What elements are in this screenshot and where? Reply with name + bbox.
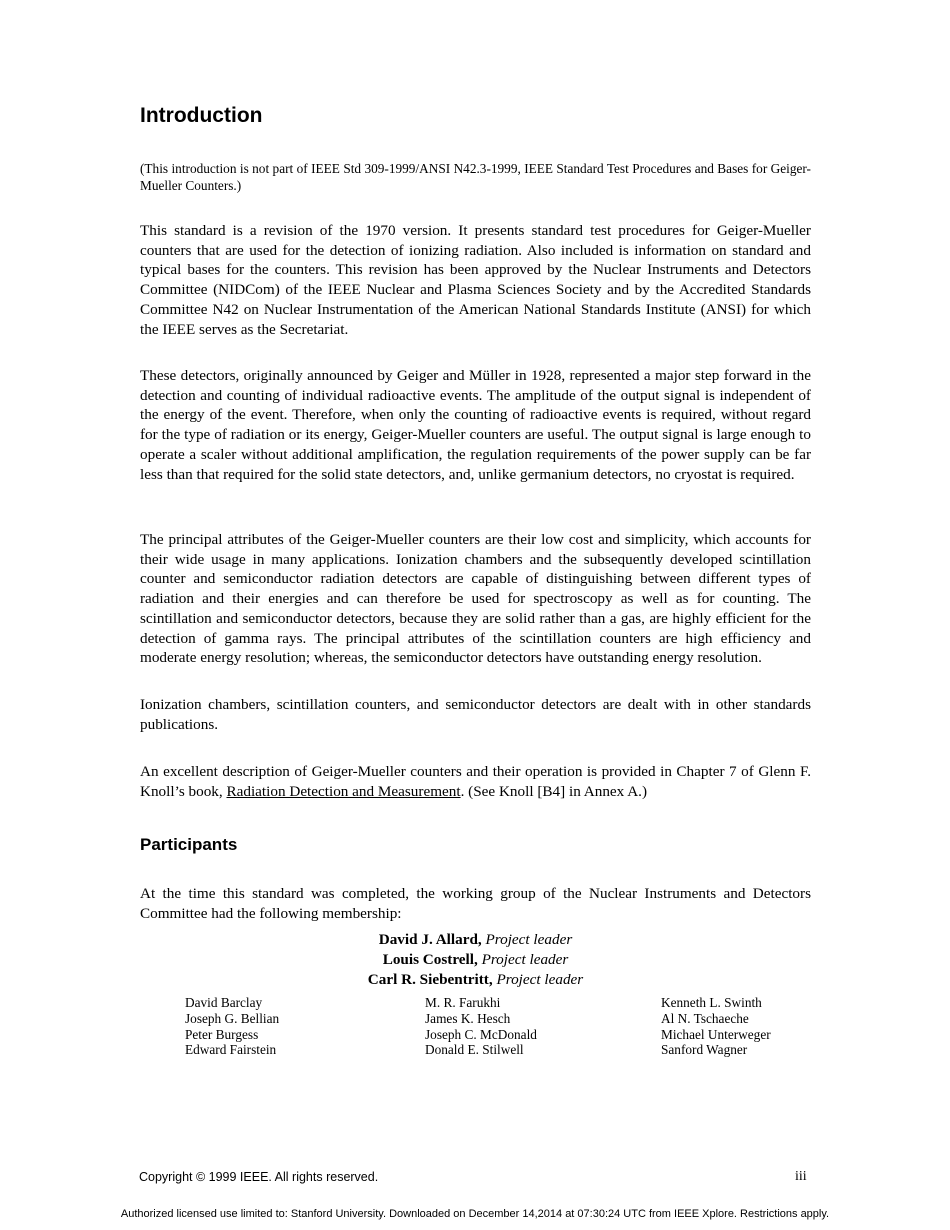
member-name: Michael Unterweger [661, 1026, 771, 1042]
page-number: iii [795, 1169, 807, 1184]
member-name: Joseph C. McDonald [425, 1026, 537, 1042]
participants-intro: At the time this standard was completed, the working group of the Nuclear Instruments and Detectors Committee had the following membership: [140, 885, 811, 922]
leader-line [140, 950, 811, 970]
copyright-notice: Copyright © 1999 IEEE. All rights reserved. [139, 1170, 379, 1184]
leader-name: Louis Costrell, [382, 951, 478, 968]
member-name: M. R. Farukhi [425, 995, 501, 1010]
participants-heading: Participants [140, 835, 238, 854]
leader-line [140, 930, 811, 950]
leader-line [140, 970, 811, 990]
member-name: Sanford Wagner [661, 1042, 748, 1058]
member-name: James K. Hesch [425, 1010, 511, 1026]
leader-role: Project leader [481, 951, 569, 968]
paragraph-4: Ionization chambers, scintillation counters, and semiconductor detectors are dealt with in other standards publications. [140, 696, 811, 733]
leader-name: Carl R. Siebentritt, [367, 971, 493, 988]
member-name: Joseph G. Bellian [185, 1010, 280, 1026]
paragraph-2: These detectors, originally announced by Geiger and Müller in 1928, represented a major step forward in the detection and counting of individual radioactive events. The amplitude of the output signal is independent of the energy of the event. Therefore, when only the counting of radioactive events is required, without regard for the type of radiation or its energy, Geiger-Mueller counters are useful. The output signal is large enough to operate a scaler without additional amplification, the regulation requirements of the power supply can be far less than that required for the solid state detectors, and, unlike germanium detectors, no cryostat is required. [140, 367, 811, 483]
leader-name: David J. Allard, [378, 931, 482, 948]
member-column-3 [661, 995, 771, 1058]
member-column-1 [185, 995, 279, 1058]
member-name: Edward Fairstein [185, 1042, 277, 1058]
paragraph-3: The principal attributes of the Geiger-Mueller counters are their low cost and simplicity, which accounts for their wide usage in many applications. Ionization chambers and the subsequently developed scintillation counter and semiconductor radiation detectors are capable of distinguishing between different types of radiation and their energies and can therefore be used for spectroscopy as well as for counting. The scintillation and semiconductor detectors, because they are solid rather than a gas, are highly efficient for the detection of gamma rays. The principal attributes of the scintillation counters are high efficiency and moderate energy resolution; whereas, the semiconductor detectors have outstanding energy resolution. [140, 531, 811, 667]
member-column-2 [425, 995, 537, 1058]
leader-role: Project leader [496, 971, 584, 988]
page-title: Introduction [140, 104, 263, 127]
reference-text-before: An excellent description of Geiger-Mueller counters and their operation is provided in Chapter 7 of Glenn F. Knoll’s book, [140, 763, 811, 800]
member-name: Al N. Tschaeche [661, 1010, 749, 1026]
reference-text-after: . (See Knoll [B4] in Annex A.) [460, 782, 648, 800]
reference-paragraph [140, 762, 811, 801]
introduction-note: (This introduction is not part of IEEE Std 309-1999/ANSI N42.3-1999, IEEE Standard Test Procedures and Bases for Geiger-Mueller Counters.) [140, 161, 811, 193]
book-title-link[interactable]: Radiation Detection and Measurement [226, 782, 461, 800]
member-name: Donald E. Stilwell [425, 1042, 524, 1058]
license-notice: Authorized licensed use limited to: Stanford University. Downloaded on December 14,2014 at 07:30:24 UTC from IEEE Xplore. Restrictions apply. [120, 1208, 830, 1220]
project-leaders [140, 930, 811, 990]
leader-role: Project leader [485, 931, 573, 948]
member-name: Peter Burgess [185, 1026, 259, 1042]
paragraph-1: This standard is a revision of the 1970 version. It presents standard test procedures for Geiger-Mueller counters that are used for the detection of ionizing radiation. Also included is information on standard and typical bases for the counters. This revision has been approved by the Nuclear Instruments and Detectors Committee (NIDCom) of the IEEE Nuclear and Plasma Sciences Society and by the Accredited Standards Committee N42 on Nuclear Instrumentation of the American National Standards Institute (ANSI) for which the IEEE serves as the Secretariat. [140, 222, 811, 338]
member-name: Kenneth L. Swinth [661, 995, 762, 1010]
member-name: David Barclay [185, 995, 263, 1010]
